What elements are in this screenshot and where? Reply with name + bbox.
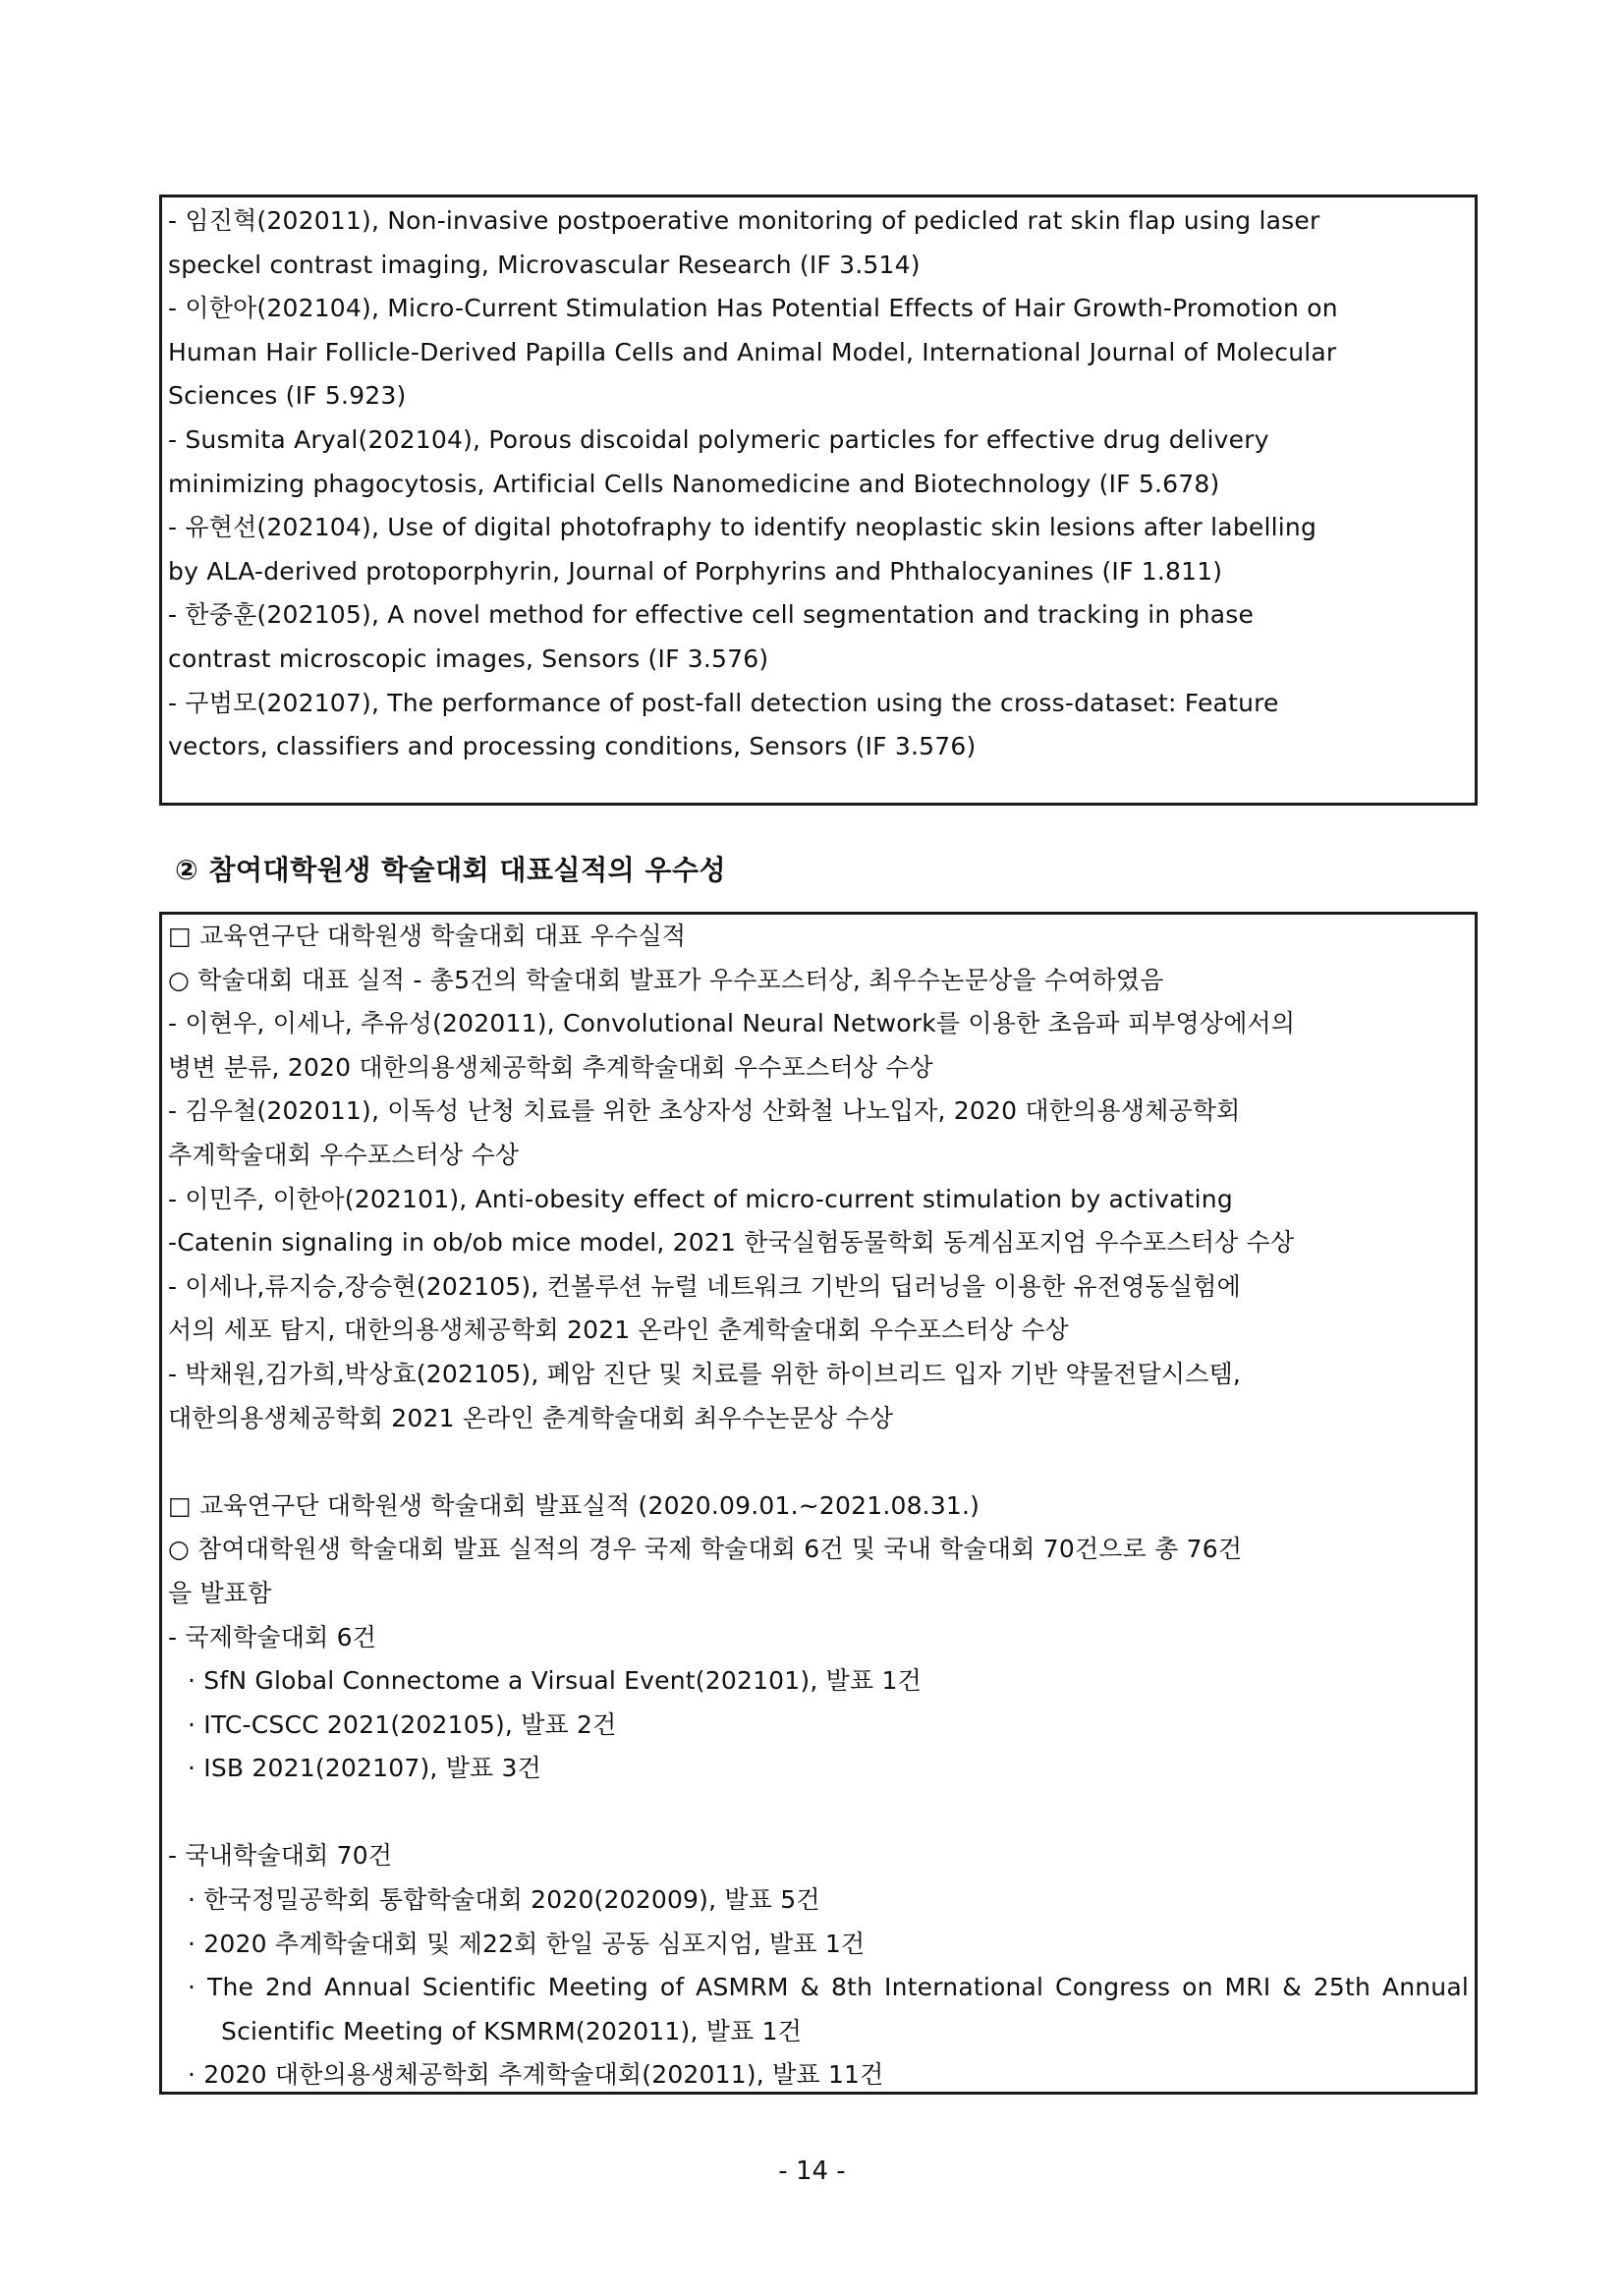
award-item-5: - 박채원,김가희,박상효(202105), 폐암 진단 및 치료를 위한 하이브리드 입자 기반 약물전달시스템, [168, 1359, 1242, 1388]
award-item-1: - 이현우, 이세나, 추유성(202011), Convolutional Neural Network를 이용한 초음파 피부영상에서의 [168, 1009, 1296, 1038]
international-label: - 국제학술대회 6건 [168, 1622, 377, 1652]
award-item-2-cont: 추계학술대회 우수포스터상 수상 [168, 1140, 520, 1169]
section-heading: ② 참여대학원생 학술대회 대표실적의 우수성 [175, 854, 727, 886]
publication-item-4: - 유현선(202104), Use of digital photofraphy to identify neoplastic skin lesions after labelling [168, 513, 1317, 542]
presentation-title: □ 교육연구단 대학원생 학술대회 발표실적 (2020.09.01.~2021.08.31.) [168, 1490, 980, 1520]
publication-item-6-cont: vectors, classifiers and processing conditions, Sensors (IF 3.576) [168, 732, 977, 761]
domestic-item: · 2020 대한의용생체공학회 추계학술대회(202011), 발표 11건 [188, 2060, 884, 2090]
domestic-item: · 한국정밀공학회 통합학술대회 2020(202009), 발표 5건 [188, 1885, 820, 1915]
award-item-1-cont: 병변 분류, 2020 대한의용생체공학회 추계학술대회 우수포스터상 수상 [168, 1052, 933, 1082]
publications-box [159, 195, 1478, 806]
publication-item-2-cont: Human Hair Follicle-Derived Papilla Cells and Animal Model, International Journal of Molecular [168, 337, 1337, 366]
publication-item-3-cont: minimizing phagocytosis, Artificial Cells Nanomedicine and Biotechnology (IF 5.678) [168, 469, 1220, 498]
publication-item-6: - 구범모(202107), The performance of post-fall detection using the cross-dataset: Feature [168, 688, 1279, 717]
spacer [168, 1440, 1469, 1484]
presentation-summary-cont: 을 발표함 [168, 1578, 272, 1607]
publication-item-5: - 한중훈(202105), A novel method for effective cell segmentation and tracking in phase [168, 600, 1255, 630]
international-item: · ITC-CSCC 2021(202105), 발표 2건 [188, 1709, 617, 1739]
publication-item-2-cont2: Sciences (IF 5.923) [168, 381, 407, 411]
award-item-5-cont: 대한의용생체공학회 2021 온라인 춘계학술대회 최우수논문상 수상 [168, 1403, 894, 1432]
award-item-3: - 이민주, 이한아(202101), Anti-obesity effect of micro-current stimulation by activating [168, 1184, 1233, 1213]
domestic-item: · 2020 추계학술대회 및 제22회 한일 공동 심포지엄, 발표 1건 [188, 1929, 866, 1958]
presentation-summary: ○ 참여대학원생 학술대회 발표 실적의 경우 국제 학술대회 6건 및 국내 학술대회 70건으로 총 76건 [168, 1535, 1243, 1564]
publication-item-3: - Susmita Aryal(202104), Porous discoidal polymeric particles for effective drug delivery [168, 424, 1269, 454]
publication-item-5-cont: contrast microscopic images, Sensors (IF 3.576) [168, 644, 769, 673]
award-item-4-cont: 서의 세포 탐지, 대한의용생체공학회 2021 온라인 춘계학술대회 우수포스터상 수상 [168, 1316, 1069, 1345]
award-item-4: - 이세나,류지승,장승현(202105), 컨볼루션 뉴럴 네트워크 기반의 딥러닝을 이용한 유전영동실험에 [168, 1271, 1241, 1301]
publication-item-1-cont: speckel contrast imaging, Microvascular Research (IF 3.514) [168, 250, 921, 279]
page-number: - 14 - [778, 2156, 846, 2186]
publication-item-2: - 이한아(202104), Micro-Current Stimulation Has Potential Effects of Hair Growth-Promotion on [168, 294, 1338, 323]
domestic-label: - 국내학술대회 70건 [168, 1841, 393, 1871]
award-item-3-cont: -Catenin signaling in ob/ob mice model, 2021 한국실험동물학회 동계심포지엄 우수포스터상 수상 [168, 1228, 1295, 1258]
international-item: · SfN Global Connectome a Virsual Event(202101), 발표 1건 [188, 1666, 922, 1696]
representative-title: □ 교육연구단 대학원생 학술대회 대표 우수실적 [168, 922, 687, 950]
international-item: · ISB 2021(202107), 발표 3건 [188, 1754, 541, 1783]
spacer [168, 1791, 1469, 1835]
conference-box [159, 912, 1478, 2095]
publication-item-4-cont: by ALA-derived protoporphyrin, Journal of Porphyrins and Phthalocyanines (IF 1.811) [168, 556, 1223, 586]
representative-summary: ○ 학술대회 대표 실적 - 총5건의 학술대회 발표가 우수포스터상, 최우수논문상을 수여하였음 [168, 965, 1164, 994]
domestic-item: · The 2nd Annual Scientific Meeting of ASMRM & 8th International Congress on MRI & 25th Annual Scientific Meeting of KSMRM(202011), 발표 1건 [188, 1973, 1469, 2045]
award-item-2: - 김우철(202011), 이독성 난청 치료를 위한 초상자성 산화철 나노입자, 2020 대한의용생체공학회 [168, 1096, 1241, 1126]
publication-item-1: - 임진혁(202011), Non-invasive postpoerative monitoring of pedicled rat skin flap using laser [168, 206, 1320, 235]
